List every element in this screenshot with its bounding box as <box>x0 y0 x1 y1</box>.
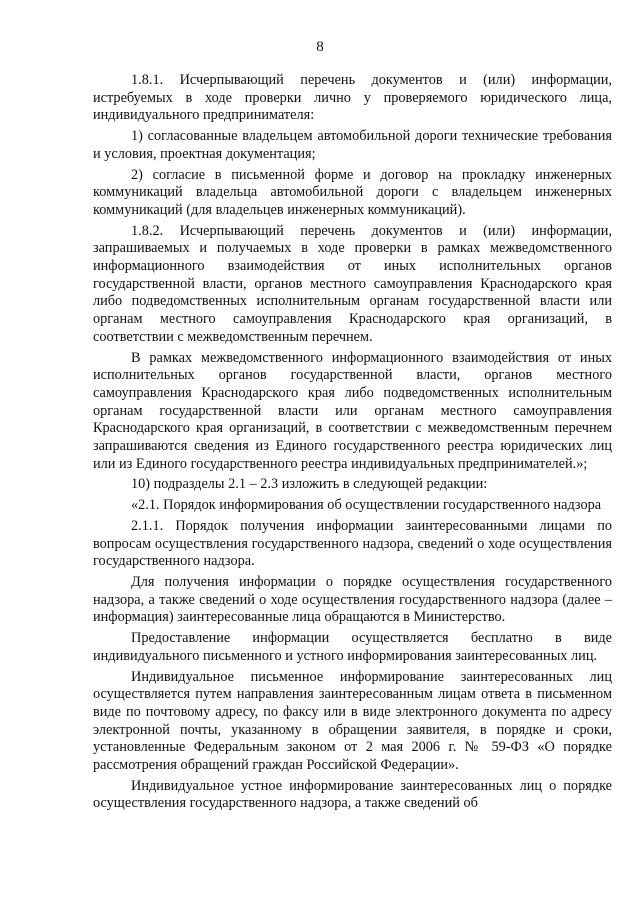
paragraph: «2.1. Порядок информирования об осуществлении государственного надзора <box>131 497 602 514</box>
paragraph: Предоставление информации осуществляется бесплатно в виде индивидуального письменного и устного информирования заинтересованных лиц. <box>93 630 612 664</box>
paragraph: 1) согласованные владельцем автомобильной дороги технические требования и условия, проектная документация; <box>93 128 612 162</box>
paragraph: Индивидуальное устное информирование заинтересованных лиц о порядке осуществления государственного надзора, а также сведений об <box>93 777 612 812</box>
page-number: 8 <box>316 39 324 55</box>
paragraph: Для получения информации о порядке осуществления государственного надзора, а также сведений о ходе осуществления государственного надзора (далее – информация) заинтересованные лица обращаются в Министерство. <box>93 573 612 626</box>
paragraph: 10) подразделы 2.1 – 2.3 изложить в следующей редакции: <box>131 476 488 493</box>
paragraph: 2.1.1. Порядок получения информации заинтересованными лицами по вопросам осуществления государственного надзора, сведений о ходе осуществления государственного надзора. <box>93 517 612 570</box>
document-body <box>93 72 612 813</box>
paragraph: В рамках межведомственного информационного взаимодействия от иных исполнительных органов государственной власти, органов местного самоуправления Краснодарского края либо подведомственных исполнительным органам государственной власти или органам местного самоуправления Краснодарского края организаций, в соответствии с межведомственным перечнем запрашиваются сведения из Единого государственного реестра юридических лиц или из Единого государственного реестра индивидуальных предпринимателей.»; <box>93 349 612 472</box>
paragraph: 1.8.1. Исчерпывающий перечень документов и (или) информации, истребуемых в ходе проверки лично у проверяемого юридического лица, индивидуального предпринимателя: <box>93 72 612 124</box>
paragraph: 2) согласие в письменной форме и договор на прокладку инженерных коммуникаций владельца автомобильной дороги с владельцем инженерных коммуникаций (для владельцев инженерных коммуникаций). <box>93 166 612 218</box>
paragraph: Индивидуальное письменное информирование заинтересованных лиц осуществляется путем направления заинтересованным лицам ответа в письменном виде по почтовому адресу, по факсу или в виде электронного документа по адресу электронной почты, указанному в обращении заявителя, в порядке и сроки, установленные Федеральным законом от 2 мая 2006 г. № 59-ФЗ «О порядке рассмотрения обращений граждан Российской Федерации». <box>93 668 612 774</box>
paragraph: 1.8.2. Исчерпывающий перечень документов и (или) информации, запрашиваемых и получаемых в ходе проверки в рамках межведомственного информационного взаимодействия от иных исполнительных органов государственной власти, органов местного самоуправления Краснодарского края либо подведомственных исполнительным органам государственной власти или органам местного самоуправления Краснодарского края организаций, в соответствии с межведомственным перечнем. <box>93 222 612 345</box>
